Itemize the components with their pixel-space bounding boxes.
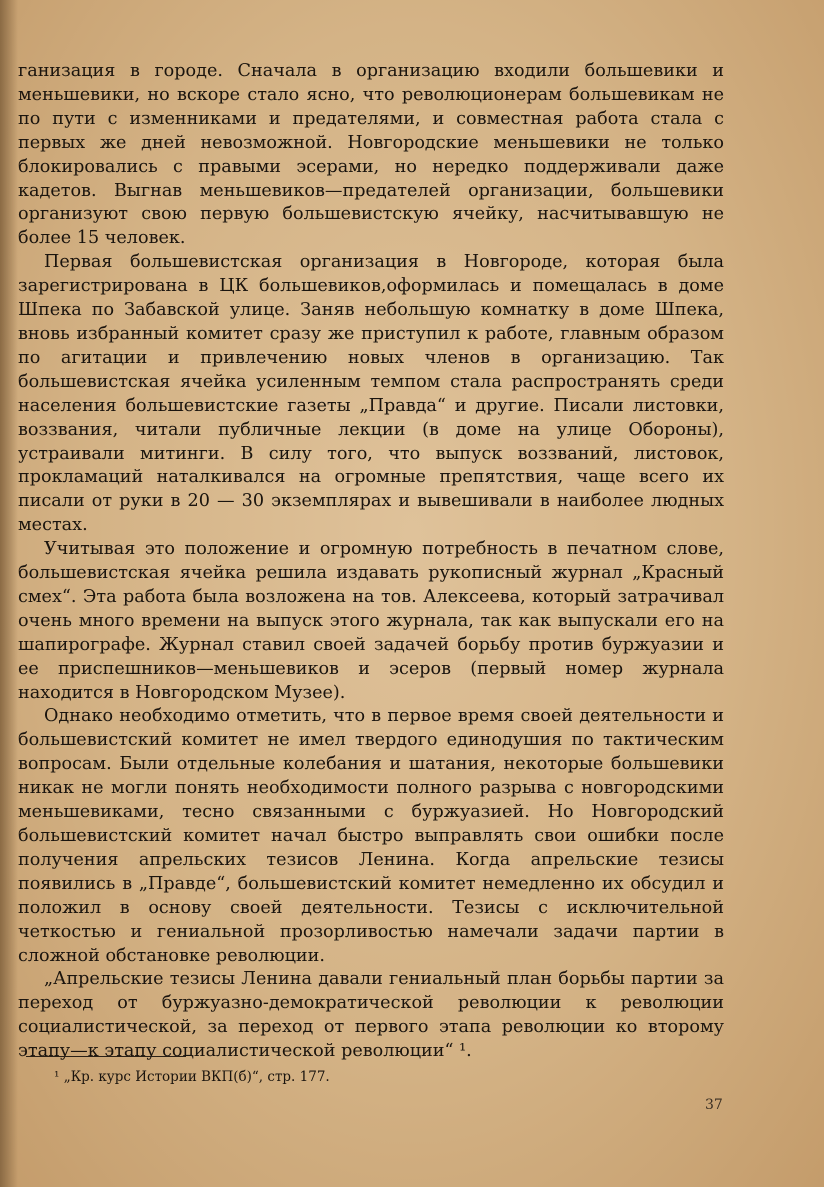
footnote-divider xyxy=(26,1056,186,1057)
paragraph-1: ганизация в городе. Сначала в организацию входили большевики и меньшевики, но вскоре стало ясно, что революционерам большевикам не по пути с изменниками и предателями, и совместная работа стала с первых же дней невозможной. Новгородские меньшевики не только блокировались с правыми эсерами, но нередко поддерживали даже кадетов. Выгнав меньшевиков—предателей организации, большевики организуют свою первую большевистскую ячейку, насчитывавшую не более 15 человек. xyxy=(18,61,724,249)
body-text xyxy=(18,60,724,1064)
paragraph-5-quote: „Апрельские тезисы Ленина давали гениальный план борьбы партии за переход от буржуазно-демократической революции к революции социалистической, за переход от первого этапа революции ко второму этапу—к этапу социалистической революции“ ¹. xyxy=(18,969,724,1062)
page-binding-shadow xyxy=(0,0,18,1187)
paragraph-4: Однако необходимо отметить, что в первое время своей деятельности и большевистский комитет не имел твердого единодушия по тактическим вопросам. Были отдельные колебания и шатания, некоторые большевики никак не могли понять необходимости полного разрыва с новгородскими меньшевиками, тесно связанными с буржуазией. Но Новгородский большевистский комитет начал быстро выправлять свои ошибки после получения апрельских тезисов Ленина. Когда апрельские тезисы появились в „Правде“, большевистский комитет немедленно их обсудил и положил в основу своей деятельности. Тезисы с исключительной четкостью и гениальной прозорливостью намечали задачи партии в сложной обстановке революции. xyxy=(18,706,724,966)
paragraph-2: Первая большевистская организация в Новгороде, которая была зарегистрирована в ЦК большевиков,оформилась и помещалась в доме Шпека по Забавской улице. Заняв небольшую комнатку в доме Шпека, вновь избранный комитет сразу же приступил к работе, главным образом по агитации и привлечению новых членов в организацию. Так большевистская ячейка усиленным темпом стала распространять среди населения большевистские газеты „Правда“ и другие. Писали листовки, воззвания, читали публичные лекции (в доме на улице Обороны), устраивали митинги. В силу того, что выпуск воззваний, листовок, прокламаций наталкивался на огромные препятствия, чаще всего их писали от руки в 20 — 30 экземплярах и вывешивали в наиболее людных местах. xyxy=(18,252,724,536)
footnote: ¹ „Кр. курс Истории ВКП(б)“, стр. 177. xyxy=(54,1069,330,1085)
paragraph-3: Учитывая это положение и огромную потребность в печатном слове, большевистская ячейка решила издавать рукописный журнал „Красный смех“. Эта работа была возложена на тов. Алексеева, который затрачивал очень много времени на выпуск этого журнала, так как выпускали его на шапирографе. Журнал ставил своей задачей борьбу против буржуазии и ее приспешников—меньшевиков и эсеров (первый номер журнала находится в Новгородском Музее). xyxy=(18,539,724,703)
page-number: 37 xyxy=(705,1097,723,1113)
